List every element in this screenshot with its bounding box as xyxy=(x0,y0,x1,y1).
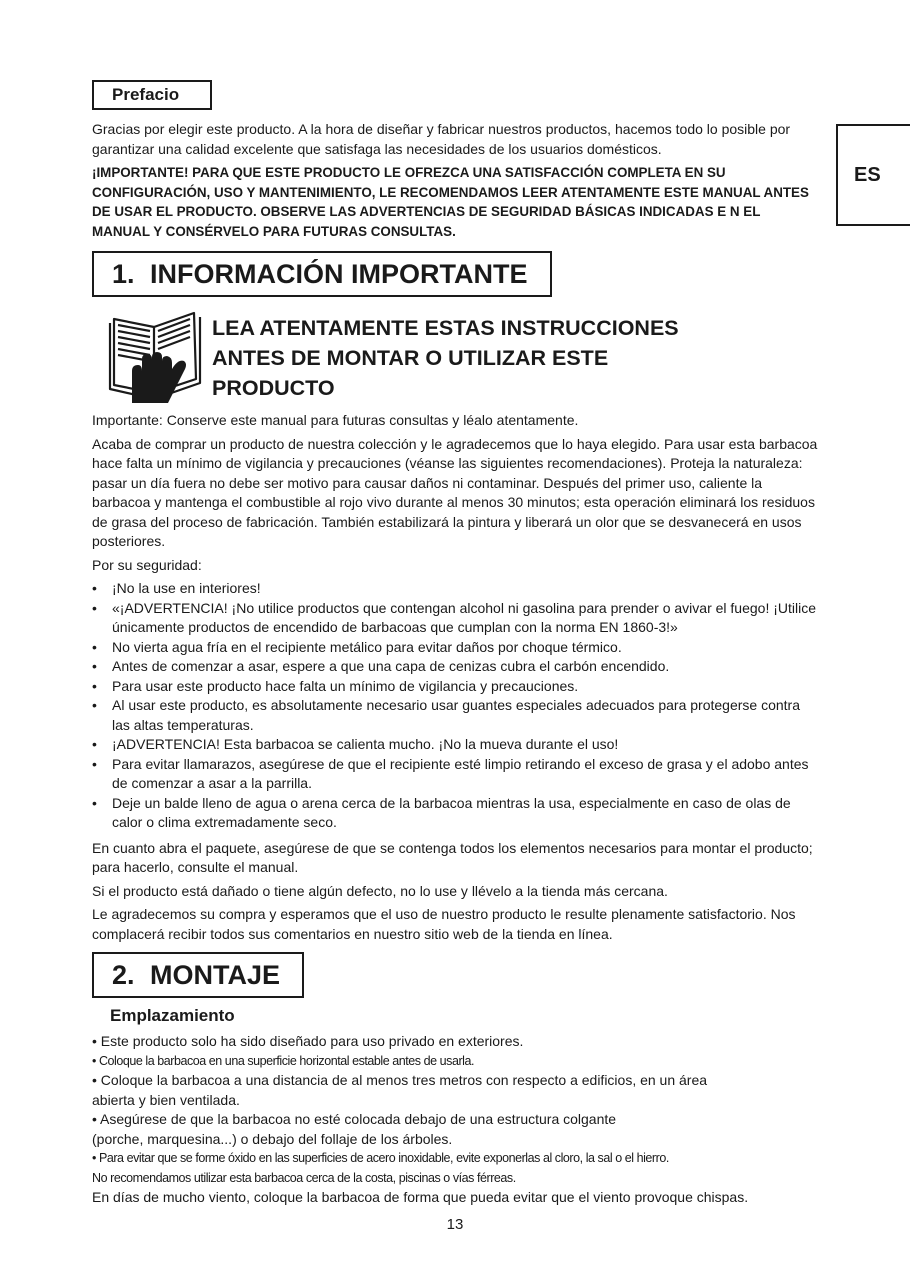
paragraph-package-check: En cuanto abra el paquete, asegúrese de que se contenga todos los elementos necesarios para montar el producto; para hacerlo, consulte el manual. xyxy=(92,839,813,875)
prefacio-intro: Gracias por elegir este producto. A la hora de diseñar y fabricar nuestros productos, hacemos todo lo posible por garantizar una calidad excelente que satisfaga las necesidades de los usuarios domésticos. xyxy=(92,121,791,157)
safety-item: • No vierta agua fría en el recipiente metálico para evitar daños por choque térmico. xyxy=(92,638,820,658)
safety-item: • Antes de comenzar a asar, espere a que una capa de cenizas cubra el carbón encendido. xyxy=(92,657,820,677)
safety-item: • Deje un balde lleno de agua o arena cerca de la barbacoa mientras la usa, especialmente en caso de olas de calor o clima extremadamente seco. xyxy=(92,794,820,833)
safety-list xyxy=(92,579,820,833)
location-line: • Este producto solo ha sido diseñado para uso privado en exteriores. xyxy=(92,1033,524,1049)
location-line: • Para evitar que se forme óxido en las superficies de acero inoxidable, evite exponerlas al cloro, la sal o el hierro. xyxy=(92,1151,669,1165)
paragraph-thanks: Le agradecemos su compra y esperamos que el uso de nuestro producto le resulte plenamente satisfactorio. Nos complacerá recibir todos sus comentarios en nuestro sitio web de la tienda en línea. xyxy=(92,906,796,942)
safety-item: • «¡ADVERTENCIA! ¡No utilice productos que contengan alcohol ni gasolina para prender o avivar el fuego! ¡Utilice únicamente productos de encendido de barbacoas que cumplan con la norma EN 1860-3!» xyxy=(92,599,820,638)
location-line: (porche, marquesina...) o debajo del follaje de los árboles. xyxy=(92,1130,453,1147)
location-line: • Asegúrese de que la barbacoa no esté colocada debajo de una estructura colgante xyxy=(92,1111,617,1127)
section1-heading xyxy=(92,251,552,297)
page-number: 13 xyxy=(446,1216,464,1233)
section1-title: INFORMACIÓN IMPORTANTE xyxy=(150,259,528,289)
language-tab xyxy=(836,124,910,226)
section1-number: 1. xyxy=(112,259,135,289)
manual-page xyxy=(92,80,820,1208)
safety-item: • Al usar este producto, es absolutamente necesario usar guantes especiales adecuados para protegerse contra las altas temperaturas. xyxy=(92,696,820,735)
paragraph-introduction: Acaba de comprar un producto de nuestra colección y le agradecemos que lo haya elegido. Para usar esta barbacoa hace falta un mínimo de vigilancia y precauciones (véanse las siguientes recomendaciones). Proteja la naturaleza: pasar un día fuera no debe ser motivo para causar daños ni contaminar. Después del primer uso, caliente la barbacoa y mantenga el combustible al rojo vivo durante al menos 30 minutos; esta operación eliminará los residuos de grasa del proceso de fabricación. También estabilizará la pintura y liberará un olor que se desvanecerá en usos posteriores. xyxy=(92,435,818,549)
paragraph-safety-intro: Por su seguridad: xyxy=(92,556,202,573)
language-code: ES xyxy=(854,163,881,186)
section2-title: MONTAJE xyxy=(150,960,281,990)
location-line: • Coloque la barbacoa en una superficie horizontal estable antes de usarla. xyxy=(92,1053,475,1068)
location-line: • Coloque la barbacoa a una distancia de al menos tres metros con respecto a edificios, en un área abierta y bien ventilada. xyxy=(92,1072,708,1108)
location-instructions xyxy=(92,1032,820,1208)
section2-number: 2. xyxy=(112,960,135,990)
safety-item: • ¡No la use en interiores! xyxy=(92,579,820,599)
caution-line-1: LEA ATENTAMENTE ESTAS INSTRUCCIONES xyxy=(212,316,679,340)
safety-item: • ¡ADVERTENCIA! Esta barbacoa se calienta mucho. ¡No la mueva durante el uso! xyxy=(92,735,820,755)
caution-line-3: PRODUCTO xyxy=(212,376,335,400)
prefacio-heading: Prefacio xyxy=(92,80,212,110)
safety-item: • Para usar este producto hace falta un mínimo de vigilancia y precauciones. xyxy=(92,677,820,697)
location-line: En días de mucho viento, coloque la barbacoa de forma que pueda evitar que el viento provoque chispas. xyxy=(92,1189,749,1205)
location-line: No recomendamos utilizar esta barbacoa cerca de la costa, piscinas o vías férreas. xyxy=(92,1170,516,1185)
read-manual-icon xyxy=(108,309,204,405)
caution-heading xyxy=(212,309,679,403)
paragraph-important-note: Importante: Conserve este manual para futuras consultas y léalo atentamente. xyxy=(92,412,579,428)
paragraph-damaged-product: Si el producto está dañado o tiene algún defecto, no lo use y llévelo a la tienda más cercana. xyxy=(92,882,668,899)
safety-item: • Para evitar llamarazos, asegúrese de que el recipiente esté limpio retirando el exceso de grasa y el adobo antes de comenzar a asar a la parrilla. xyxy=(92,755,820,794)
caution-line-2: ANTES DE MONTAR O UTILIZAR ESTE xyxy=(212,346,609,370)
prefacio-important: ¡IMPORTANTE! PARA QUE ESTE PRODUCTO LE OFREZCA UNA SATISFACCIÓN COMPLETA EN SU CONFIGURACIÓN, USO Y MANTENIMIENTO, LE RECOMENDAMOS LEER ATENTAMENTE ESTE MANUAL ANTES DE USAR EL PRODUCTO. OBSERVE LAS ADVERTENCIAS DE SEGURIDAD BÁSICAS INDICADAS E N EL MANUAL Y CONSÉRVELO PARA FUTURAS CONSULTAS. xyxy=(92,165,809,239)
location-subheading: Emplazamiento xyxy=(110,1006,235,1025)
section2-heading xyxy=(92,952,304,998)
read-instructions-notice xyxy=(92,309,820,405)
